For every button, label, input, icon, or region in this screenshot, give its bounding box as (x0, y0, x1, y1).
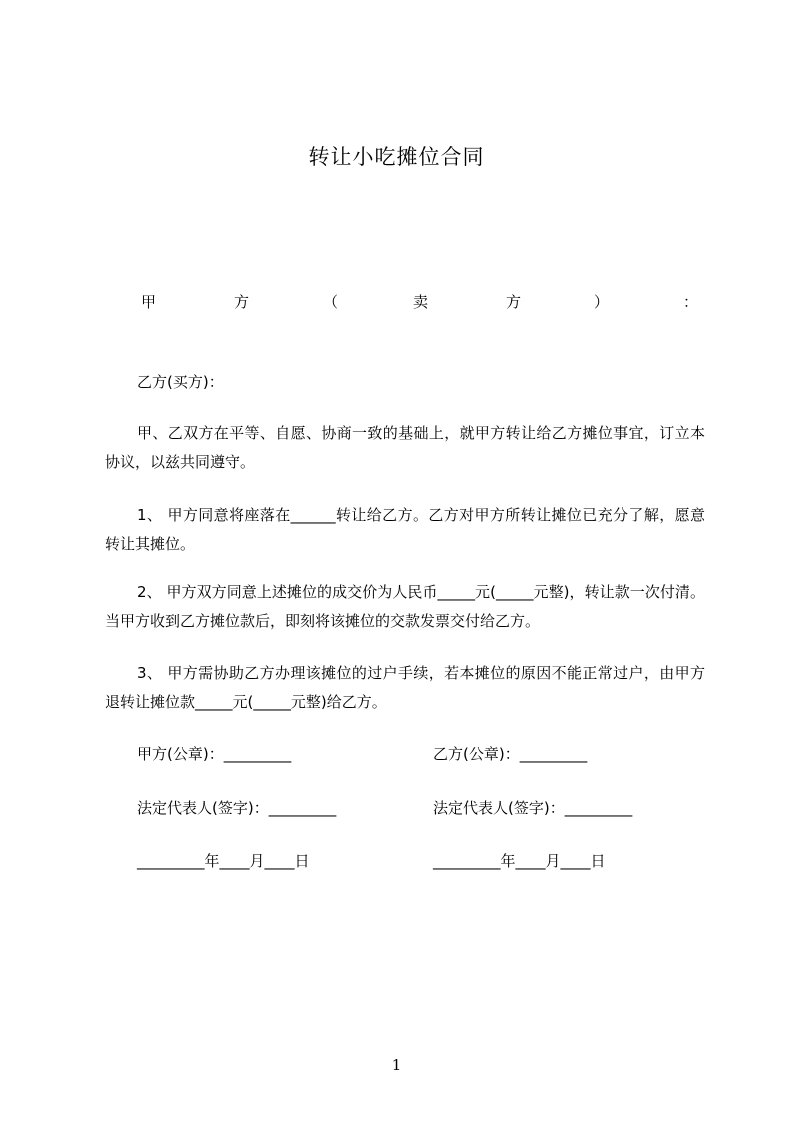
party-a-char-4: 方 (506, 293, 522, 311)
party-b-seal-line: 乙方(公章)：_________ (433, 745, 588, 763)
clause-2: 2、 甲方双方同意上述摊位的成交价为人民币_____元(_____元整)，转让款一次付清。当甲方收到乙方摊位款后，即刻将该摊位的交款发票交付给乙方。 (105, 583, 705, 630)
party-a-representative-line: 法定代表人(签字)：_________ (137, 799, 337, 817)
party-a-open-paren: （ (323, 293, 339, 311)
party-a-char-3: 卖 (413, 293, 429, 311)
party-a-char-2: 方 (234, 293, 250, 311)
clause-3: 3、 甲方需协助乙方办理该摊位的过户手续，若本摊位的原因不能正常过户，由甲方退转让摊位款_____元(_____元整)给乙方。 (105, 664, 705, 711)
party-b-date-line: _________年____月____日 (433, 852, 606, 870)
party-b-line: 乙方(买方)： (137, 373, 224, 391)
party-a-line (137, 288, 697, 316)
party-a-close-paren: ） (594, 293, 610, 311)
party-a-date-line: _________年____月____日 (137, 852, 310, 870)
clause-1: 1、 甲方同意将座落在______转让给乙方。乙方对甲方所转让摊位已充分了解，愿意转让其摊位。 (105, 506, 705, 553)
document-title: 转让小吃摊位合同 (308, 145, 485, 169)
party-a-char-1: 甲 (141, 293, 157, 311)
party-a-seal-line: 甲方(公章)：_________ (137, 745, 292, 763)
party-a-colon: ： (683, 293, 699, 311)
party-b-representative-line: 法定代表人(签字)：_________ (433, 799, 633, 817)
intro-paragraph: 甲、乙双方在平等、自愿、协商一致的基础上，就甲方转让给乙方摊位事宜，订立本协议，以兹共同遵守。 (105, 424, 705, 471)
page-number: 1 (391, 1056, 402, 1074)
